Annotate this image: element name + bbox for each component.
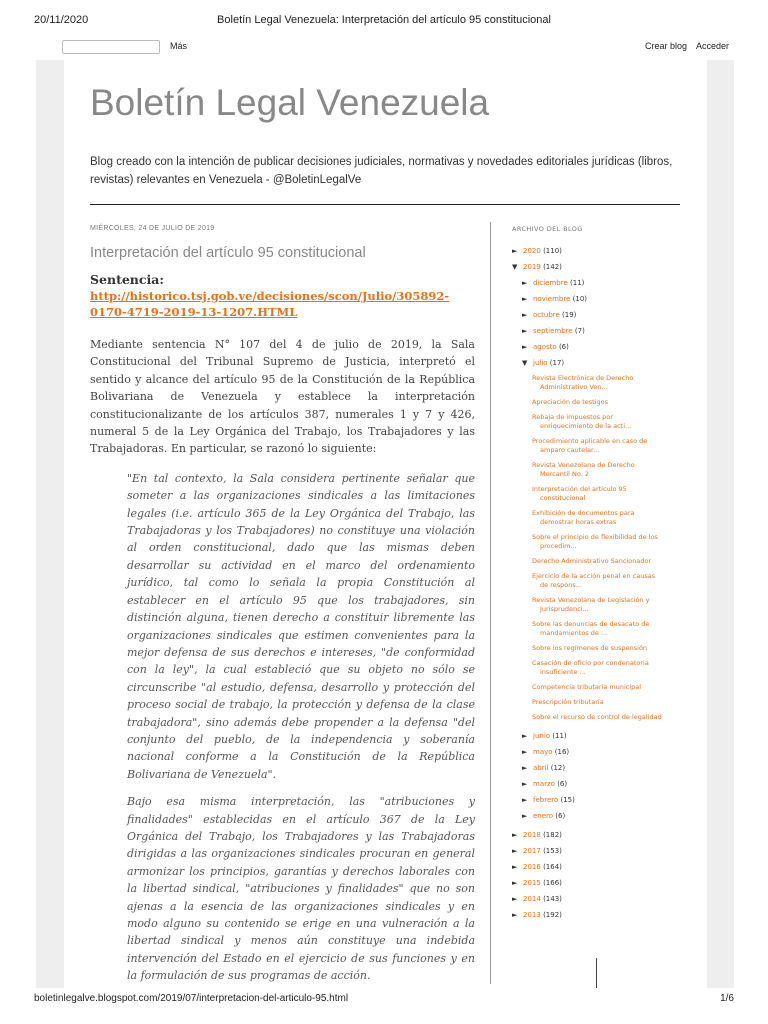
triangle-down-icon[interactable]: ▼ — [512, 263, 518, 271]
archive-post-link[interactable]: Competencia tributaria municipal — [532, 683, 642, 691]
triangle-down-icon[interactable]: ▼ — [522, 359, 528, 367]
archive-month-item[interactable]: ► abril (12) — [512, 760, 687, 776]
triangle-right-icon[interactable]: ► — [512, 879, 518, 887]
archive-year-2019[interactable]: ▼ 2019 (142) — [512, 259, 687, 275]
archive-heading: ARCHIVO DEL BLOG — [512, 225, 583, 233]
bottom-divider — [596, 958, 597, 988]
triangle-right-icon[interactable]: ► — [522, 327, 528, 335]
triangle-right-icon[interactable]: ► — [522, 343, 528, 351]
print-header — [0, 14, 768, 30]
archive-post-link[interactable]: Rebaja de impuestos por enriquecimiento de la acti... — [532, 413, 632, 430]
sentencia-link[interactable]: http://historico.tsj.gob.ve/decisiones/scon/Julio/305892-0170-4719-2019-13-1207.HTML — [90, 289, 450, 319]
archive-year-item[interactable]: ► 2016 (164) — [512, 859, 687, 875]
archive-post-link[interactable]: Procedimiento aplicable en caso de amparo cautelar... — [532, 437, 648, 454]
archive-year-item[interactable]: ► 2015 (166) — [512, 875, 687, 891]
archive-month-item[interactable]: ► junio (11) — [512, 728, 687, 744]
archive-year-item[interactable]: ► 2014 (143) — [512, 891, 687, 907]
blog-description: Blog creado con la intención de publicar decisiones judiciales, normativas y novedades editoriales jurídicas (libros, revistas) relevantes en Venezuela - @BoletinLegalVe — [90, 156, 673, 186]
navbar-more-link[interactable]: Más — [170, 41, 188, 51]
archive-year-2020[interactable]: ► 2020 (110) — [512, 243, 687, 259]
print-footer — [0, 993, 768, 1009]
print-url: boletinlegalve.blogspot.com/2019/07/interpretacion-del-articulo-95.html — [34, 993, 349, 1004]
triangle-right-icon[interactable]: ► — [522, 279, 528, 287]
sentencia-label: Sentencia: — [90, 272, 164, 287]
triangle-right-icon[interactable]: ► — [522, 311, 528, 319]
archive-month-item[interactable]: ► noviembre (10) — [512, 291, 687, 307]
archive-post-link[interactable]: Casación de oficio por condenatoria insuficiente ... — [532, 659, 649, 676]
archive-post-link[interactable]: Exhibición de documentos para demostrar horas extras — [532, 509, 635, 526]
triangle-right-icon[interactable]: ► — [522, 812, 528, 820]
archive-post-link[interactable]: Revista Venezolana de Derecho Mercantil No. 2 — [532, 461, 635, 478]
archive-post-link[interactable]: Sobre las denuncias de desacato de mandamientos de ... — [532, 620, 650, 637]
navbar-search-input[interactable] — [62, 40, 160, 54]
archive-post-link[interactable]: Interpretación del artículo 95 constitucional — [532, 485, 627, 502]
archive-post-link[interactable]: Revista Electrónica de Derecho Administrativo Ven... — [532, 374, 634, 391]
triangle-right-icon[interactable]: ► — [512, 911, 518, 919]
post-date: MIÉRCOLES, 24 DE JULIO DE 2019 — [90, 225, 215, 232]
triangle-right-icon[interactable]: ► — [522, 780, 528, 788]
archive-post-link[interactable]: Ejercicio de la acción penal en causas de respons... — [532, 572, 656, 589]
triangle-right-icon[interactable]: ► — [522, 764, 528, 772]
post-intro: Mediante sentencia N° 107 del 4 de julio de 2019, la Sala Constitucional del Tribunal Supremo de Justicia, interpretó el sentido y alcance del artículo 95 de la Constitución de la República Bolivariana de Venezuela y establece la interpretación constitucionalizante de los artículos 387, numerales 1 y 7 y 426, numeral 5 de la Ley Orgánica del Trabajo, los Trabajadores y las Trabajadoras. En particular, se razonó lo siguiente: — [90, 338, 475, 456]
archive-post-link[interactable]: Sobre los regímenes de suspensión — [532, 644, 648, 652]
archive-month-item[interactable]: ► agosto (6) — [512, 339, 687, 355]
print-date: 20/11/2020 — [34, 14, 89, 26]
archive-year-item[interactable]: ► 2013 (192) — [512, 907, 687, 923]
archive-post-link[interactable]: Apreciación de testigos — [532, 398, 608, 406]
archive-month-julio[interactable]: ▼ julio (17) — [512, 355, 687, 371]
archive-post-link[interactable]: Revista Venezolana de Legislación y Jurisprudenci... — [532, 596, 650, 613]
archive-post-link[interactable]: Prescripción tributaria — [532, 698, 604, 706]
quote-paragraph: Bajo esa misma interpretación, las "atribuciones y finalidades" establecidas en el artículo 367 de la Ley Orgánica del Trabajo, los Trabajadores y las Trabajadoras dirigidas a las organizaciones sindicales procuran en general armonizar los principios, garantías y derechos laborales con la libertad sindical, "atribuciones y finalidades" que no son ajenas a la esencia de las organizaciones sindicales y en modo alguno su contenido se erige en una vulneración a la libertad sindical y menos aún constituye una indebida intervención del Estado en el ejercicio de sus funciones y en la formulación de sus programas de acción. — [127, 795, 475, 983]
archive-post-link[interactable]: Sobre el principio de flexibilidad de los procedim... — [532, 533, 658, 550]
triangle-right-icon[interactable]: ► — [512, 831, 518, 839]
print-title: Boletín Legal Venezuela: Interpretación del artículo 95 constitucional — [217, 14, 551, 26]
header-divider — [90, 204, 680, 205]
triangle-right-icon[interactable]: ► — [512, 863, 518, 871]
archive-month-item[interactable]: ► septiembre (7) — [512, 323, 687, 339]
quote-paragraph: "En tal contexto, la Sala considera pertinente señalar que someter a las organizaciones sindicales a las limitaciones legales (i.e. artículo 365 de la Ley Orgánica del Trabajo, las Trabajadoras y los Trabajadores) no constituye una violación al orden constitucional, dado que las mismas deben desarrollar su actividad en el marco del ordenamiento jurídico, tal como lo señala la propia Constitución al establecer en el artículo 95 que los trabajadores, sin distinción alguna, tienen derecho a constituir libremente las organizaciones sindicales que estimen convenientes para la mejor defensa de sus derechos e intereses, "de conformidad con la ley", la cual estableció que su objeto no sólo se circunscribe "al estudio, defensa, desarrollo y protección del proceso social de trabajo, la protección y defensa de la clase trabajadora", sino además debe propender a la defensa "del conjunto del pueblo, de la independencia y soberanía nacional conforme a la Constitución de la República Bolivariana de Venezuela". — [127, 471, 475, 781]
sidebar-divider — [490, 222, 491, 984]
login-link[interactable]: Acceder — [696, 41, 730, 51]
archive-month-item[interactable]: ► diciembre (11) — [512, 275, 687, 291]
triangle-right-icon[interactable]: ► — [522, 796, 528, 804]
blogger-navbar — [36, 36, 736, 58]
archive-year-item[interactable]: ► 2017 (153) — [512, 843, 687, 859]
post-quote — [127, 470, 475, 985]
triangle-right-icon[interactable]: ► — [512, 895, 518, 903]
triangle-right-icon[interactable]: ► — [522, 748, 528, 756]
triangle-right-icon[interactable]: ► — [512, 247, 518, 255]
archive-month-item[interactable]: ► mayo (16) — [512, 744, 687, 760]
blog-title[interactable]: Boletín Legal Venezuela — [90, 82, 490, 123]
archive-month-item[interactable]: ► enero (6) — [512, 808, 687, 824]
post-title: Interpretación del artículo 95 constitucional — [90, 245, 366, 261]
triangle-right-icon[interactable]: ► — [512, 847, 518, 855]
print-page-number: 1/6 — [720, 993, 734, 1004]
archive-month-item[interactable]: ► febrero (15) — [512, 792, 687, 808]
blog-archive — [512, 225, 687, 923]
archive-post-link[interactable]: Derecho Administrativo Sancionador — [532, 557, 652, 565]
create-blog-link[interactable]: Crear blog — [645, 41, 688, 51]
post-body — [90, 272, 475, 985]
triangle-right-icon[interactable]: ► — [522, 732, 528, 740]
archive-post-link[interactable]: Sobre el recurso de control de legalidad — [532, 713, 662, 721]
triangle-right-icon[interactable]: ► — [522, 295, 528, 303]
archive-month-item[interactable]: ► marzo (6) — [512, 776, 687, 792]
archive-year-item[interactable]: ► 2018 (182) — [512, 827, 687, 843]
archive-month-item[interactable]: ► octubre (19) — [512, 307, 687, 323]
